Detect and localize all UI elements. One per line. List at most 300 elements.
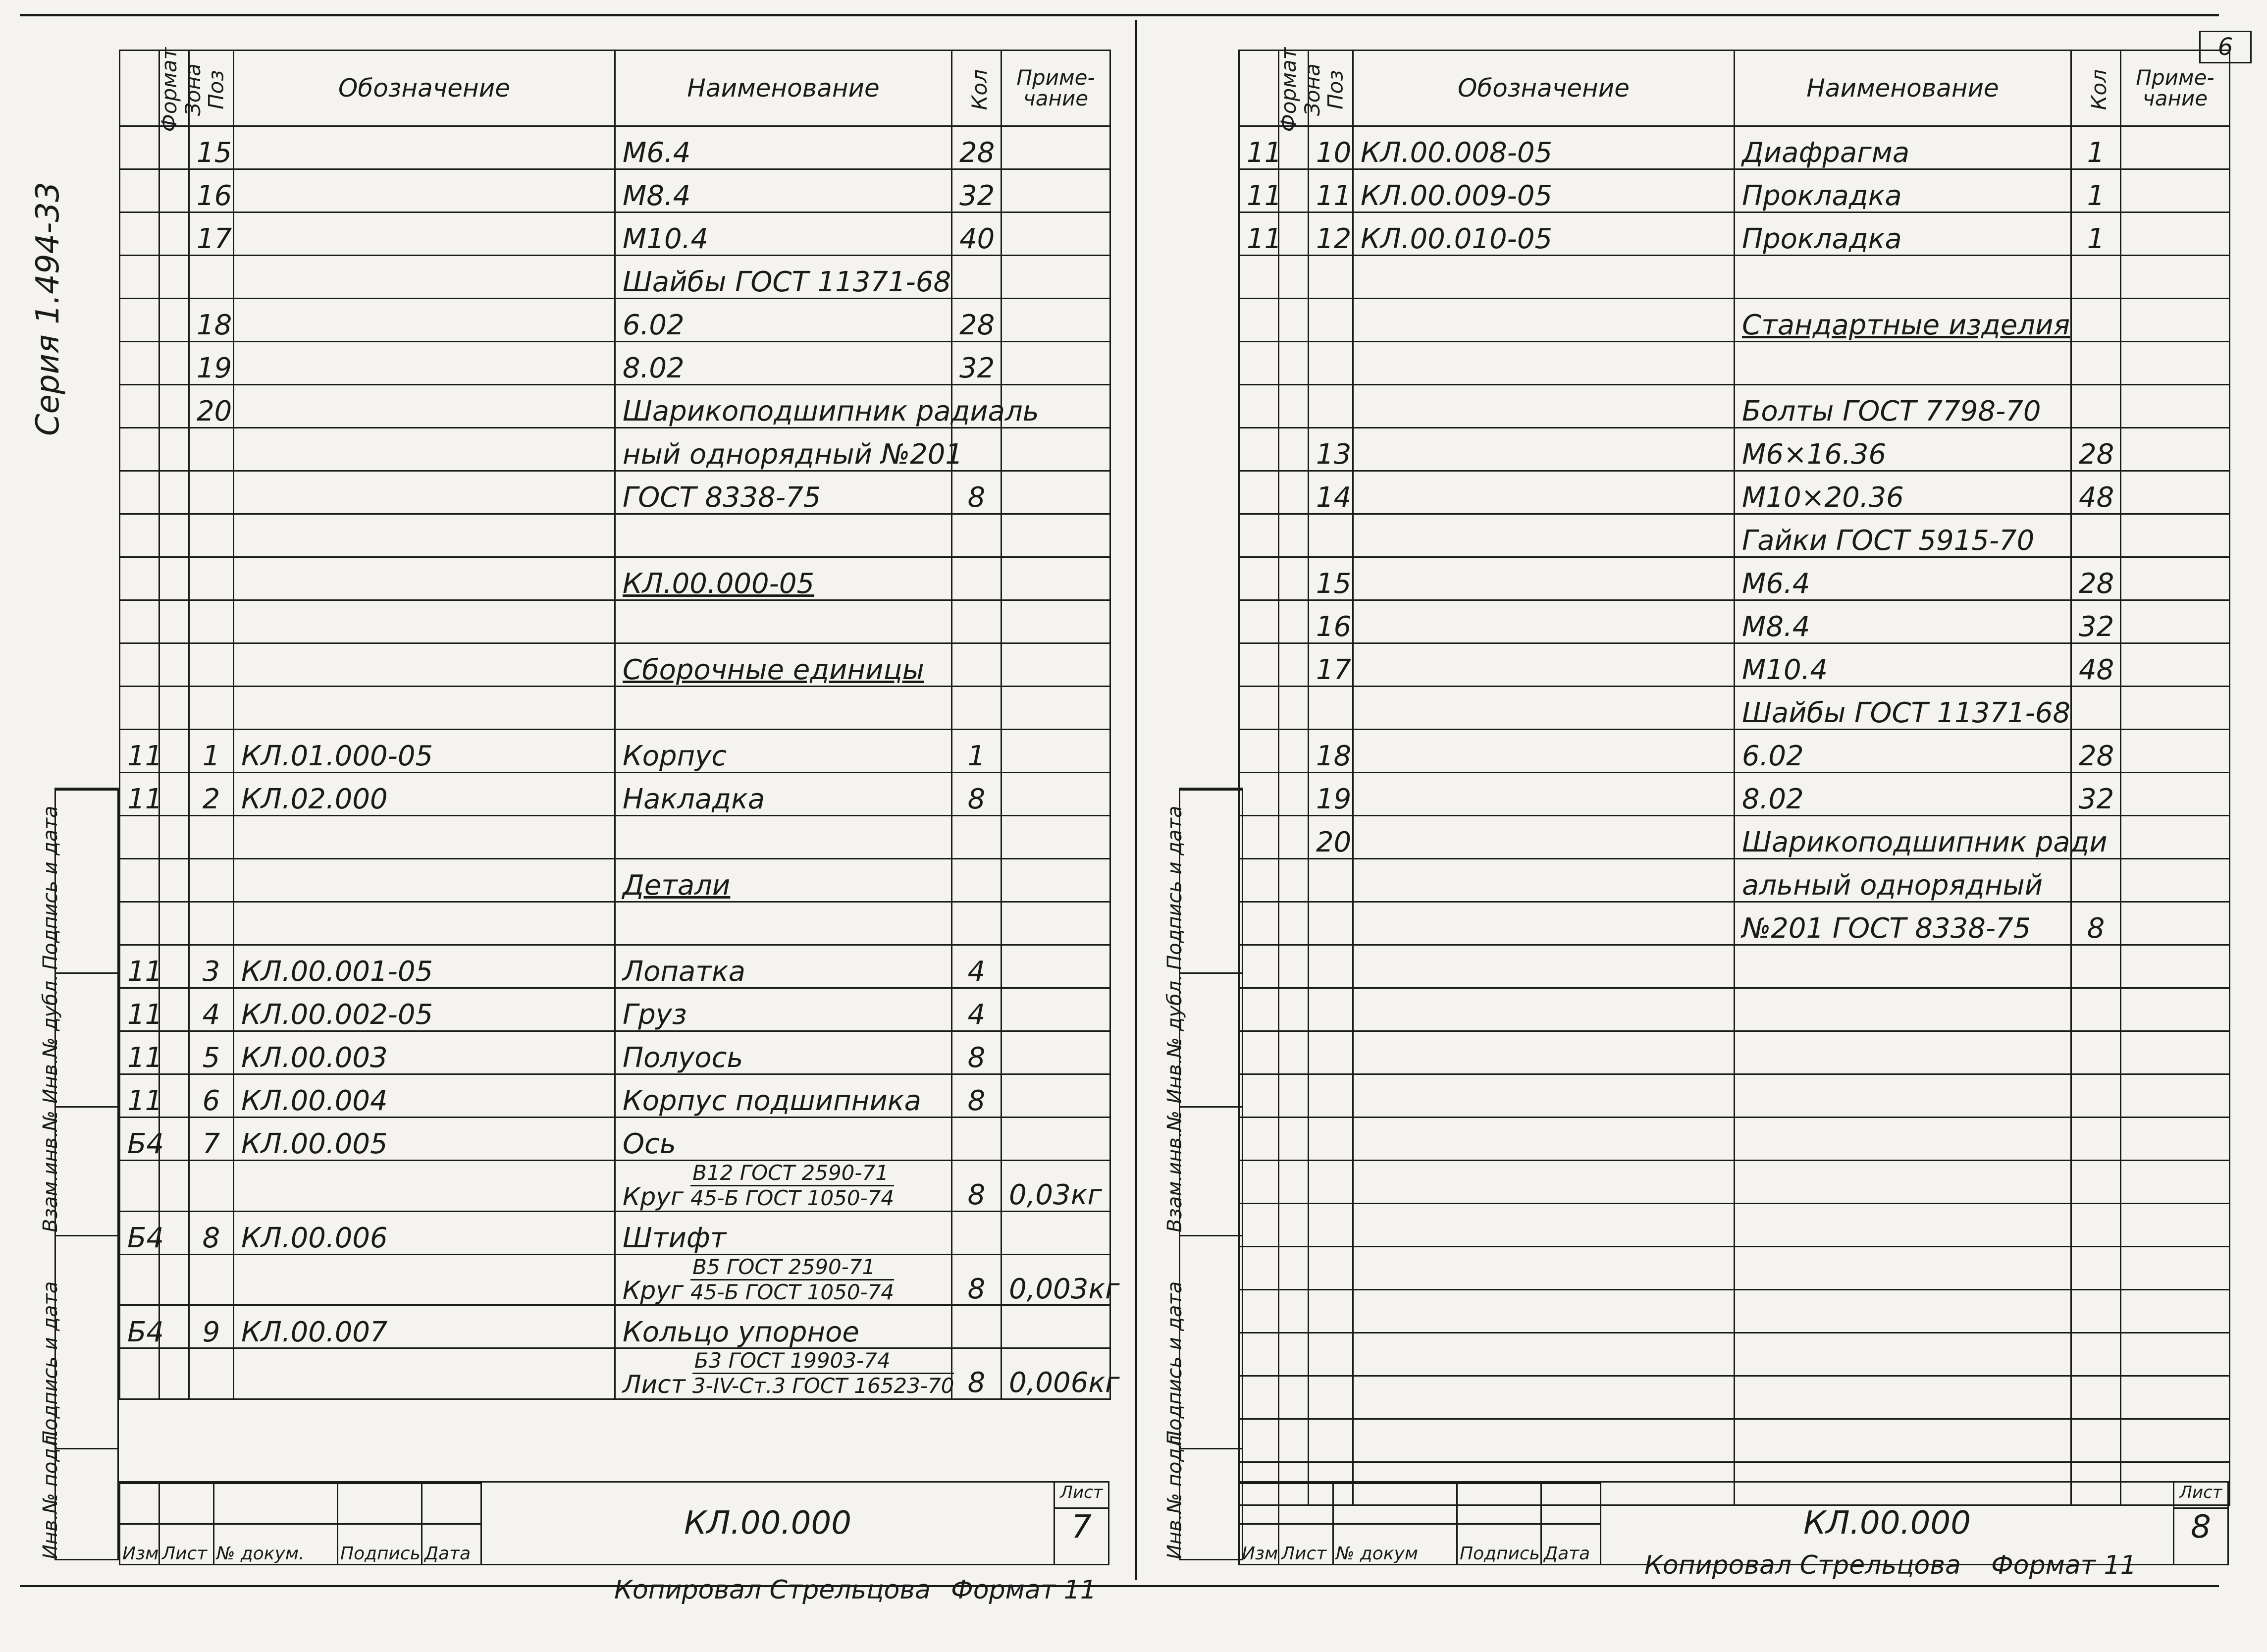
zone-cell [1279,945,1309,988]
sheet-number: 8 [2191,1509,2211,1545]
note-cell [2121,773,2230,816]
spec-row [1239,816,2230,859]
title-block-sheet [2173,1483,2227,1564]
qty-cell [952,859,1002,902]
pos-cell [189,428,234,471]
revision-grid [120,1483,482,1564]
zone-cell [159,988,189,1031]
qty-cell-text: 8 [967,1179,986,1211]
name-cell [615,557,952,600]
zone-cell [159,385,189,428]
material-fraction [690,1255,894,1305]
qty-cell [952,213,1002,256]
qty-cell [2071,169,2121,213]
note-cell [2121,1161,2230,1204]
name-cell [1735,126,2071,169]
qty-cell [2071,299,2121,342]
note-cell [2121,1419,2230,1462]
format-cell [1239,126,1282,169]
sheet-label: Лист [2174,1483,2227,1509]
strip-seg-4: Инв.№ дубл. [56,972,117,1108]
qty-cell-text: 8 [967,1085,986,1118]
designation-cell [1353,213,1735,256]
format-cell [120,1074,163,1118]
format-cell [120,299,159,342]
spec-row [1239,1118,2230,1161]
designation-cell-text: КЛ.01.000-05 [241,740,433,773]
pos-cell [1309,213,1353,256]
designation-cell [234,428,615,471]
designation-cell-text: КЛ.00.002-05 [241,999,433,1031]
name-cell [1735,1161,2071,1204]
qty-cell [952,1031,1002,1074]
designation-cell [1353,730,1735,773]
material-numerator: В5 ГОСТ 2590-71 [690,1255,894,1280]
format-cell [1239,428,1279,471]
name-cell [615,773,952,816]
qty-cell-text: 8 [967,1042,986,1074]
pos-cell [189,1074,234,1118]
right-spec-table [1238,47,2230,1506]
designation-cell [1353,1031,1735,1074]
designation-cell [234,1118,615,1161]
note-cell [1002,1254,1120,1305]
pos-cell [1309,859,1353,902]
designation-cell [234,471,615,514]
pos-cell-text: 5 [202,1042,220,1074]
name-cell-text: Болты ГОСТ 7798-70 [1742,395,2041,428]
material-numerator: В12 ГОСТ 2590-71 [690,1161,894,1186]
qty-cell [952,773,1002,816]
pos-cell [189,773,234,816]
header-qty: Кол [2071,51,2121,126]
format-cell [1239,816,1279,859]
material-fraction [690,1161,894,1211]
zone-cell [1279,1074,1309,1118]
spec-row [1239,1333,2230,1376]
pos-cell-text: 10 [1316,137,1352,169]
strip-seg-2: Подпись и дата [56,1235,117,1449]
footer-format: Формат 11 [1991,1550,2137,1580]
header-pos: Поз [1309,51,1353,126]
designation-cell [1353,902,1735,945]
designation-cell [1353,859,1735,902]
format-cell [1239,1031,1279,1074]
format-cell [120,643,159,687]
qty-cell [2071,256,2121,299]
name-cell-text: М6×16.36 [1742,438,1887,471]
pos-cell-text: 2 [202,783,220,816]
note-cell [2121,385,2230,428]
qty-cell [952,1348,1002,1399]
qty-cell-text: 28 [2079,438,2114,471]
tb-label-izm: Изм [1240,1523,1279,1564]
spec-row [120,988,1110,1031]
designation-cell [234,945,615,988]
spec-row [120,126,1110,169]
spec-row [1239,1419,2230,1462]
material-denominator: 45-Б ГОСТ 1050-74 [690,1186,895,1211]
note-cell [2121,1118,2230,1161]
note-cell [2121,126,2230,169]
qty-cell [2071,557,2121,600]
name-cell [615,816,952,859]
pos-cell [189,256,234,299]
name-cell [615,514,952,557]
zone-cell [1279,816,1309,859]
name-cell-text: Прокладка [1742,223,1902,256]
name-cell-text: Шайбы ГОСТ 11371-68 [623,266,951,299]
spec-row [120,687,1110,730]
strip-seg-1: Инв.№ подл. [1180,1448,1242,1563]
name-cell-text: 6.02 [1742,740,1804,773]
zone-cell [1279,773,1309,816]
spec-row [1239,859,2230,902]
format-cell [120,902,159,945]
designation-cell [1353,1161,1735,1204]
designation-cell [234,557,615,600]
right-rows [1239,126,2230,1505]
pos-cell [189,1161,234,1212]
tb-label-doc: № докум. [214,1523,338,1564]
qty-cell [952,342,1002,385]
pos-cell [1309,730,1353,773]
zone-cell [1279,1031,1309,1074]
format-cell-text: Б4 [127,1222,164,1254]
qty-cell [2071,902,2121,945]
pos-cell-text: 3 [202,956,220,988]
designation-cell [1353,1419,1735,1462]
designation-cell [1353,342,1735,385]
header-note: Приме- чание [1002,51,1110,126]
note-cell [1002,126,1110,169]
qty-cell [2071,643,2121,687]
qty-cell [952,730,1002,773]
qty-cell [952,471,1002,514]
spec-row [1239,1376,2230,1419]
material-spec [623,1161,944,1211]
designation-cell [234,213,615,256]
name-cell-text: 8.02 [1742,783,1804,816]
pos-cell [189,126,234,169]
qty-cell-text: 28 [2079,568,2114,600]
name-cell [615,299,952,342]
pos-cell [1309,342,1353,385]
name-cell [615,342,952,385]
qty-cell [952,600,1002,643]
left-signature-strip [39,788,119,1560]
note-cell [1002,1305,1110,1348]
name-cell-text: Ось [623,1128,676,1161]
designation-cell-text: КЛ.00.003 [241,1042,388,1074]
format-cell-text: 11 [127,1042,163,1074]
name-cell [1735,816,2108,859]
name-cell [615,1118,952,1161]
name-cell-text: ГОСТ 8338-75 [623,481,821,514]
zone-cell [159,945,189,988]
note-cell [1002,859,1110,902]
name-cell [1735,988,2071,1031]
spec-row [120,1348,1110,1399]
pos-cell-text: 9 [202,1316,220,1348]
name-cell [615,471,952,514]
pos-cell [189,988,234,1031]
spec-row [120,385,1110,428]
note-cell [2121,816,2230,859]
designation-cell [234,1254,615,1305]
designation-cell [1353,687,1735,730]
zone-cell [1279,1204,1309,1247]
zone-cell [1279,902,1309,945]
name-cell [615,1211,952,1254]
bottom-edge-line [20,1585,2219,1587]
format-cell [1239,299,1279,342]
spec-row [120,428,1110,471]
note-cell [1002,342,1110,385]
zone-cell [159,256,189,299]
qty-cell [2071,945,2121,988]
spec-row [1239,902,2230,945]
note-cell [1002,816,1110,859]
qty-cell-text: 48 [2079,481,2114,514]
strip-seg-2: Подпись и дата [1180,1235,1242,1449]
note-cell [1002,471,1110,514]
format-cell [120,385,159,428]
note-cell [1002,256,1110,299]
pos-cell [189,1348,234,1399]
spec-row [1239,256,2230,299]
name-cell [615,1305,952,1348]
note-cell [1002,169,1110,213]
name-cell [615,600,952,643]
designation-cell [1353,385,1735,428]
name-cell [615,1031,952,1074]
spec-row [120,256,1110,299]
pos-cell [1309,169,1353,213]
spec-row [120,557,1110,600]
name-cell [1735,730,2071,773]
pos-cell [1309,1247,1353,1290]
pos-cell-text: 4 [202,999,220,1031]
format-cell-text: 11 [1247,180,1282,213]
zone-cell [1279,1290,1309,1333]
designation-cell [1353,557,1735,600]
name-cell [615,428,963,471]
spec-row [1239,988,2230,1031]
format-cell [1239,213,1282,256]
spec-row [120,169,1110,213]
qty-cell [952,299,1002,342]
pos-cell [189,213,234,256]
zone-cell [1279,428,1309,471]
format-cell [1239,730,1279,773]
qty-cell-text: 4 [967,999,986,1031]
material-spec [623,1255,944,1305]
pos-cell [1309,1290,1353,1333]
material-fraction [692,1349,954,1398]
designation-cell [1353,1118,1735,1161]
zone-cell [159,1161,189,1212]
note-cell [1002,213,1110,256]
name-cell-text: М6.4 [1742,568,1810,600]
format-cell [120,471,159,514]
zone-cell [1279,600,1309,643]
name-cell [1735,687,2071,730]
spec-row [120,643,1110,687]
name-cell [1735,256,2071,299]
designation-cell [234,299,615,342]
qty-cell [2071,428,2121,471]
header-designation: Обозначение [234,51,615,126]
designation-cell [1353,299,1735,342]
note-cell [1002,643,1110,687]
zone-cell [159,514,189,557]
format-cell [120,600,159,643]
name-cell-text: Прокладка [1742,180,1902,213]
pos-cell-text: 14 [1316,481,1352,514]
name-cell-text: 8.02 [623,352,685,385]
pos-cell [1309,687,1353,730]
format-cell [120,687,159,730]
name-cell-text: Детали [623,869,731,902]
pos-cell [189,859,234,902]
spec-row [1239,1290,2230,1333]
name-cell [1735,213,2071,256]
designation-cell [234,1305,615,1348]
name-cell-text: Сборочные единицы [623,654,924,687]
pos-cell [1309,1419,1353,1462]
format-cell [120,1211,164,1254]
spec-row [120,1161,1110,1212]
name-cell [615,256,952,299]
format-cell [120,514,159,557]
qty-cell [2071,1031,2121,1074]
name-cell [615,169,952,213]
spec-row [1239,600,2230,643]
qty-cell [2071,730,2121,773]
left-sheet [119,47,1120,1605]
qty-cell [2071,1074,2121,1118]
series-label: Серия 1.494-33 [30,182,66,436]
designation-cell-text: КЛ.00.008-05 [1361,137,1553,169]
pos-cell [189,471,234,514]
note-cell [2121,1247,2230,1290]
format-cell [1239,945,1279,988]
format-cell [120,773,163,816]
pos-cell-text: 18 [197,309,232,342]
spec-row [120,1118,1110,1161]
designation-cell [1353,816,1735,859]
qty-cell [2071,600,2121,643]
note-cell [1002,1348,1120,1399]
name-cell [1735,600,2071,643]
qty-cell [2071,126,2121,169]
note-cell [2121,859,2230,902]
pos-cell [189,342,234,385]
designation-cell [234,1161,615,1212]
designation-cell [1353,773,1735,816]
name-cell [615,1074,952,1118]
zone-cell [159,902,189,945]
qty-cell-text: 8 [967,783,986,816]
spec-row [1239,557,2230,600]
note-cell [1002,988,1110,1031]
spec-row [1239,1074,2230,1118]
zone-cell [1279,557,1309,600]
spec-row [120,1031,1110,1074]
format-cell [120,126,159,169]
format-cell [1239,600,1279,643]
pos-cell-text: 17 [197,223,232,256]
note-cell [2121,945,2230,988]
zone-cell [159,428,189,471]
designation-cell [1353,945,1735,988]
pos-cell [1309,514,1353,557]
qty-cell [2071,1161,2121,1204]
note-cell [1002,557,1110,600]
qty-cell [952,557,1002,600]
zone-cell [159,471,189,514]
note-cell [1002,1211,1110,1254]
pos-cell-text: 7 [202,1128,220,1161]
designation-cell [1353,1333,1735,1376]
tb-label-date: Дата [422,1523,482,1564]
qty-cell [952,256,1002,299]
note-cell [2121,687,2230,730]
note-cell [1002,1118,1110,1161]
qty-cell [2071,773,2121,816]
footer-format: Формат 11 [951,1575,1097,1605]
qty-cell [952,988,1002,1031]
pos-cell [1309,1031,1353,1074]
zone-cell [159,213,189,256]
designation-cell-text: КЛ.00.005 [241,1128,388,1161]
center-fold-line [1135,20,1137,1580]
zone-cell [159,816,189,859]
zone-cell [159,600,189,643]
name-cell [1735,1290,2071,1333]
format-cell [120,169,159,213]
name-cell-text: Корпус подшипника [623,1085,921,1118]
material-word: Круг [623,1182,684,1211]
name-cell [615,1348,952,1399]
format-cell [120,1161,159,1212]
zone-cell [1279,643,1309,687]
designation-cell [1353,169,1735,213]
name-cell [1735,902,2071,945]
name-cell-text: Штифт [623,1222,727,1254]
format-cell [120,256,159,299]
qty-cell [2071,1204,2121,1247]
zone-cell [1279,385,1309,428]
format-cell [1239,1118,1279,1161]
zone-cell [159,299,189,342]
designation-cell-text: КЛ.00.001-05 [241,956,433,988]
designation-cell [234,773,615,816]
material-numerator: Б3 ГОСТ 19903-74 [692,1349,954,1374]
material-denominator: 3-IV-Ст.3 ГОСТ 16523-70 [692,1374,954,1398]
zone-cell [1279,988,1309,1031]
pos-cell [1309,773,1353,816]
format-cell [120,1118,164,1161]
pos-cell [189,600,234,643]
pos-cell-text: 16 [197,180,232,213]
name-cell [1735,1419,2071,1462]
strip-seg-1: Инв.№ подл. [56,1448,117,1563]
note-cell [2121,342,2230,385]
qty-cell-text: 28 [2079,740,2114,773]
qty-cell-text: 32 [959,180,995,213]
